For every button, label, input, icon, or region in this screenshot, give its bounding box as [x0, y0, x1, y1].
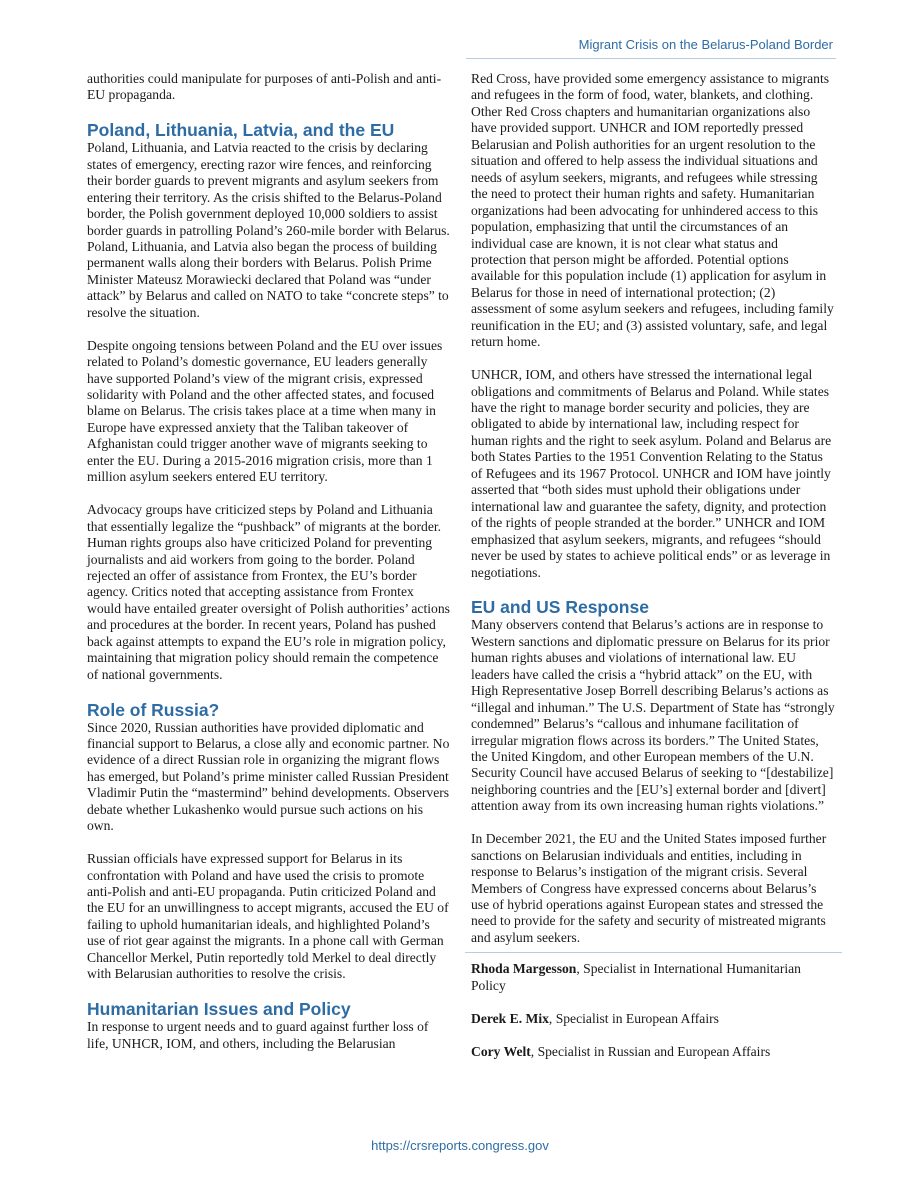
- author-title: , Specialist in International Humanitarian Policy: [471, 961, 801, 993]
- author-title: , Specialist in Russian and European Affairs: [530, 1043, 771, 1059]
- header-divider: [466, 58, 836, 59]
- section-heading-eu-us-response: EU and US Response: [471, 597, 649, 618]
- paragraph: Since 2020, Russian authorities have provided diplomatic and financial support to Belarus, a close ally and economic partner. No evidence of a direct Russian role in organizing the migrant flows has emerged, but Poland’s prime minister called Russian President Vladimir Putin the “mastermind” behind developments. Observers debate whether Lukashenko would pursue such actions on his own.: [87, 719, 450, 834]
- paragraph: authorities could manipulate for purposes of anti-Polish and anti-EU propaganda.: [87, 71, 442, 103]
- section-heading-humanitarian-issues: Humanitarian Issues and Policy: [87, 999, 351, 1020]
- section-heading-role-of-russia: Role of Russia?: [87, 699, 220, 720]
- author-entry: [471, 1011, 836, 1027]
- paragraph: Many observers contend that Belarus’s actions are in response to Western sanctions and diplomatic pressure on Belarus for its prior human rights abuses and violations of international law. EU leaders have called the crisis a “hybrid attack” on the EU, with High Representative Josep Borrell describing Belarus’s actions as “illegal and inhuman.” The U.S. Department of State has “strongly condemned” Belarus’s “callous and inhumane facilitation of irregular migration flows across its borders.” The United States, the United Kingdom, and other European members of the U.N. Security Council have accused Belarus of seeking to “[destabilize] neighboring countries and the [EU’s] external border and [divert] attention away from its own increasing human rights violations.”: [471, 617, 835, 814]
- author-entry: [471, 1044, 836, 1060]
- paragraph: Advocacy groups have criticized steps by Poland and Lithuania that essentially legalize the “pushback” of migrants at the border. Human rights groups also have criticized Poland for preventing journalists and aid workers from going to the border. Poland rejected an offer of assistance from Frontex, the EU’s border agency. Critics noted that accepting assistance from Frontex would have entailed greater oversight of Polish authorities’ actions and procedures at the border. In recent years, Poland has pushed back against attempts to expand the EU’s role in migration policy, maintaining that migration policy should remain the competence of national governments.: [87, 502, 450, 682]
- paragraph: In response to urgent needs and to guard against further loss of life, UNHCR, IOM, and others, including the Belarusian: [87, 1019, 429, 1051]
- paragraph: Russian officials have expressed support for Belarus in its confrontation with Poland and have used the crisis to promote anti-Polish and anti-EU propaganda. Putin criticized Poland and the EU for an unwillingness to accept migrants, accused the EU of failing to uphold humanitarian ideals, and highlighted Poland’s use of riot gear against the migrants. In a phone call with German Chancellor Merkel, Putin reportedly told Merkel to deal directly with Belarusian authorities to resolve the crisis.: [87, 851, 449, 982]
- authors-divider: [465, 952, 842, 953]
- paragraph: Despite ongoing tensions between Poland and the EU over issues related to Poland’s domestic governance, EU leaders generally have supported Poland’s view of the migrant crisis, expressed solidarity with Poland and the other affected states, and focused blame on Belarus. The crisis takes place at a time when many in Europe have expressed anxiety that the Taliban takeover of Afghanistan could trigger another wave of migrants seeking to enter the EU. During a 2015-2016 migration crisis, more than 1 million asylum seekers entered EU territory.: [87, 337, 443, 485]
- paragraph: Poland, Lithuania, and Latvia reacted to the crisis by declaring states of emergency, erecting razor wire fences, and reinforcing their border guards to prevent migrants and asylum seekers from entering their territory. As the crisis shifted to the Belarus-Poland border, the Polish government deployed 10,000 soldiers to assist border guards in patrolling Poland’s 260-mile border with Belarus. Poland, Lithuania, and Latvia also began the process of building permanent walls along their borders with Belarus. Polish Prime Minister Mateusz Morawiecki declared that Poland was “under attack” by Belarus and called on NATO to take “concrete steps” to resolve the situation.: [87, 140, 450, 320]
- author-entry: [471, 961, 836, 994]
- paragraph: In December 2021, the EU and the United States imposed further sanctions on Belarusian individuals and entities, including in response to Belarus’s instigation of the migrant crisis. Several Members of Congress have expressed concerns about Belarus’s use of hybrid operations against European states and stressed the need to provide for the safety and security of mistreated migrants and asylum seekers.: [471, 831, 827, 945]
- author-list: [471, 961, 836, 1060]
- left-column: [87, 71, 450, 1052]
- author-name: Cory Welt: [471, 1043, 531, 1059]
- right-column: [471, 71, 836, 1076]
- running-header-title: Migrant Crisis on the Belarus-Poland Border: [578, 37, 833, 52]
- section-heading-poland-lithuania-latvia: Poland, Lithuania, Latvia, and the EU: [87, 120, 395, 141]
- author-title: , Specialist in European Affairs: [548, 1010, 719, 1026]
- author-name: Rhoda Margesson: [471, 961, 577, 977]
- paragraph: UNHCR, IOM, and others have stressed the international legal obligations and commitments of Belarus and Poland. While states have the right to manage border security and policies, they are obligated to abide by international law, including respect for human rights and the right to seek asylum. Poland and Belarus are both States Parties to the 1951 Convention Relating to the Status of Refugees and its 1967 Protocol. UNHCR and IOM have jointly asserted that “both sides must uphold their obligations under international law and guarantee the safety, dignity, and protection of the rights of people stranded at the border.” UNHCR and IOM emphasized that asylum seekers, migrants, and refugees “should never be used by states to achieve political ends” or as leverage in negotiations.: [471, 367, 832, 580]
- paragraph: Red Cross, have provided some emergency assistance to migrants and refugees in the form of food, water, blankets, and clothing. Other Red Cross chapters and humanitarian organizations also have provided support. UNHCR and IOM reportedly pressed Belarusian and Polish authorities for an urgent resolution to the situation and offered to help assess the individual situations and needs of asylum seekers, migrants, and refugees while stressing the need to protect their human rights and safety. Humanitarian organizations had been advocating for unhindered access to this population, emphasizing that until the circumstances of an individual case are known, it is not clear what status and protection that person might be afforded. Potential options available for this population include (1) application for asylum in Belarus for those in need of international protection; (2) assessment of some asylum seekers and refugees, including family reunification in the EU; and (3) assisted voluntary, safe, and legal return home.: [471, 71, 834, 350]
- author-name: Derek E. Mix: [471, 1010, 549, 1026]
- footer-url-link[interactable]: https://crsreports.congress.gov: [371, 1138, 549, 1153]
